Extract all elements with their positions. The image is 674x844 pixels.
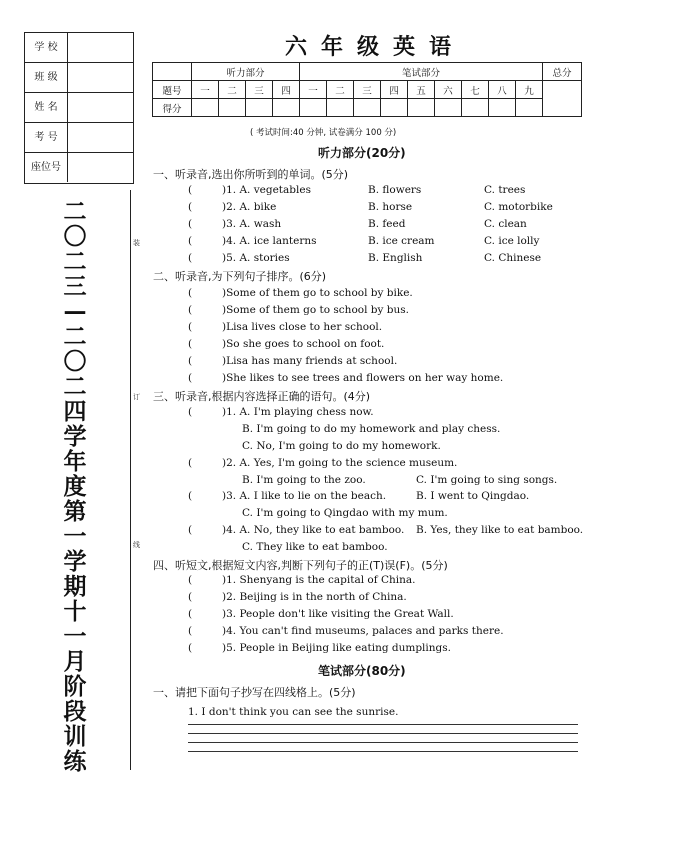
score-cell[interactable]: [381, 99, 408, 117]
answer-bracket[interactable]: (: [188, 201, 193, 213]
header-written: 笔试部分: [300, 63, 543, 81]
option-a: )1. A. vegetables: [222, 184, 311, 196]
option-c: C. motorbike: [484, 201, 553, 213]
option-b: B. Yes, they like to eat bamboo.: [416, 524, 584, 536]
col-label: 七: [462, 81, 489, 99]
info-label: 考 号: [25, 123, 68, 152]
list-item: )Some of them go to school by bus.: [222, 304, 409, 316]
list-item: )1. Shenyang is the capital of China.: [222, 574, 416, 586]
answer-bracket[interactable]: (: [188, 184, 193, 196]
col-label: 四: [381, 81, 408, 99]
grid-line: [188, 742, 578, 743]
answer-bracket[interactable]: (: [188, 218, 193, 230]
score-cell[interactable]: [408, 99, 435, 117]
info-row-name: [25, 93, 133, 123]
score-table: [152, 62, 582, 117]
option-a: )1. A. I'm playing chess now.: [222, 406, 374, 418]
list-item: )She likes to see trees and flowers on her way home.: [222, 372, 504, 384]
info-label: 座位号: [25, 153, 68, 182]
margin-mark: 线: [133, 541, 140, 549]
list-item: )5. People in Beijing like eating dumplings.: [222, 642, 451, 654]
option-c: C. They like to eat bamboo.: [242, 541, 388, 553]
option-a: )2. A. Yes, I'm going to the science museum.: [222, 457, 458, 469]
answer-bracket[interactable]: (: [188, 355, 193, 367]
list-item: )So she goes to school on foot.: [222, 338, 385, 350]
info-label: 学 校: [25, 33, 68, 62]
list-item: )Some of them go to school by bike.: [222, 287, 413, 299]
student-info-box: [24, 32, 134, 184]
option-a: )5. A. stories: [222, 252, 290, 264]
score-table-corner: [153, 63, 192, 81]
list-item: )2. Beijing is in the north of China.: [222, 591, 407, 603]
col-label: 九: [516, 81, 543, 99]
option-a: )3. A. I like to lie on the beach.: [222, 490, 387, 502]
score-cell[interactable]: [246, 99, 273, 117]
answer-bracket[interactable]: (: [188, 252, 193, 264]
listening-header: 听力部分(20分): [318, 146, 406, 160]
option-b: B. ice cream: [368, 235, 435, 247]
option-c: C. Chinese: [484, 252, 542, 264]
grid-line: [188, 733, 578, 734]
col-label: 五: [408, 81, 435, 99]
binding-line: [130, 190, 131, 770]
header-total: 总分: [543, 63, 582, 81]
info-row-school: [25, 33, 133, 63]
answer-bracket[interactable]: (: [188, 524, 193, 536]
col-label: 八: [489, 81, 516, 99]
option-c: C. trees: [484, 184, 526, 196]
list-item: )Lisa lives close to her school.: [222, 321, 383, 333]
section1-heading: 一、听录音,选出你所听到的单词。(5分): [153, 168, 349, 181]
option-a: )2. A. bike: [222, 201, 277, 213]
row-label-score: 得分: [153, 99, 192, 117]
section3-heading: 三、听录音,根据内容选择正确的语句。(4分): [153, 390, 371, 403]
list-item: )4. You can't find museums, palaces and parks there.: [222, 625, 504, 637]
score-cell[interactable]: [462, 99, 489, 117]
answer-bracket[interactable]: (: [188, 608, 193, 620]
option-b: B. I went to Qingdao.: [416, 490, 530, 502]
answer-bracket[interactable]: (: [188, 304, 193, 316]
row-label-question: 题号: [153, 81, 192, 99]
option-c: C. No, I'm going to do my homework.: [242, 440, 441, 452]
page-title: 六年级英语: [284, 35, 465, 60]
option-c: C. I'm going to sing songs.: [416, 474, 558, 486]
exam-info: ( 考试时间:40 分钟, 试卷满分 100 分): [250, 128, 397, 138]
option-c: C. clean: [484, 218, 527, 230]
score-cell[interactable]: [516, 99, 543, 117]
info-row-class: [25, 63, 133, 93]
score-cell[interactable]: [219, 99, 246, 117]
header-listening: 听力部分: [192, 63, 300, 81]
option-a: )4. A. ice lanterns: [222, 235, 317, 247]
section4-heading: 四、听短文,根据短文内容,判断下列句子的正(T)误(F)。(5分): [153, 559, 448, 572]
score-cell[interactable]: [489, 99, 516, 117]
answer-bracket[interactable]: (: [188, 574, 193, 586]
col-label: 三: [354, 81, 381, 99]
vertical-term-title: 二〇二三—二〇二四学年度第一学期十一月阶段训练: [63, 199, 87, 775]
margin-mark: 订: [133, 393, 140, 401]
answer-bracket[interactable]: (: [188, 338, 193, 350]
info-label: 姓 名: [25, 93, 68, 122]
answer-bracket[interactable]: (: [188, 321, 193, 333]
score-cell[interactable]: [192, 99, 219, 117]
grid-line: [188, 751, 578, 752]
option-a: )4. A. No, they like to eat bamboo.: [222, 524, 405, 536]
score-cell[interactable]: [354, 99, 381, 117]
option-a: )3. A. wash: [222, 218, 282, 230]
col-label: 三: [246, 81, 273, 99]
answer-bracket[interactable]: (: [188, 406, 193, 418]
info-label: 班 级: [25, 63, 68, 92]
answer-bracket[interactable]: (: [188, 457, 193, 469]
grid-line: [188, 724, 578, 725]
answer-bracket[interactable]: (: [188, 287, 193, 299]
col-label: 二: [327, 81, 354, 99]
copy-sentence: 1. I don't think you can see the sunrise.: [188, 706, 399, 718]
margin-mark: 装: [133, 239, 140, 247]
col-label: 一: [192, 81, 219, 99]
option-b: B. English: [368, 252, 423, 264]
option-b: B. I'm going to do my homework and play chess.: [242, 423, 501, 435]
col-label: 一: [300, 81, 327, 99]
col-label: 四: [273, 81, 300, 99]
answer-bracket[interactable]: (: [188, 235, 193, 247]
answer-bracket[interactable]: (: [188, 372, 193, 384]
option-b: B. flowers: [368, 184, 422, 196]
option-b: B. feed: [368, 218, 406, 230]
list-item: )Lisa has many friends at school.: [222, 355, 398, 367]
answer-bracket[interactable]: (: [188, 490, 193, 502]
score-cell[interactable]: [300, 99, 327, 117]
info-row-seat: [25, 153, 133, 183]
section2-heading: 二、听录音,为下列句子排序。(6分): [153, 270, 327, 283]
option-b: B. horse: [368, 201, 413, 213]
answer-bracket[interactable]: (: [188, 625, 193, 637]
written1-heading: 一、请把下面句子抄写在四线格上。(5分): [153, 686, 356, 699]
option-b: B. I'm going to the zoo.: [242, 474, 366, 486]
score-cell[interactable]: [435, 99, 462, 117]
option-c: C. ice lolly: [484, 235, 540, 247]
total-score-cell[interactable]: [543, 81, 582, 117]
option-c: C. I'm going to Qingdao with my mum.: [242, 507, 448, 519]
written-header: 笔试部分(80分): [318, 664, 406, 678]
score-cell[interactable]: [327, 99, 354, 117]
answer-bracket[interactable]: (: [188, 591, 193, 603]
answer-bracket[interactable]: (: [188, 642, 193, 654]
score-cell[interactable]: [273, 99, 300, 117]
info-row-id: [25, 123, 133, 153]
list-item: )3. People don't like visiting the Great Wall.: [222, 608, 454, 620]
col-label: 六: [435, 81, 462, 99]
col-label: 二: [219, 81, 246, 99]
